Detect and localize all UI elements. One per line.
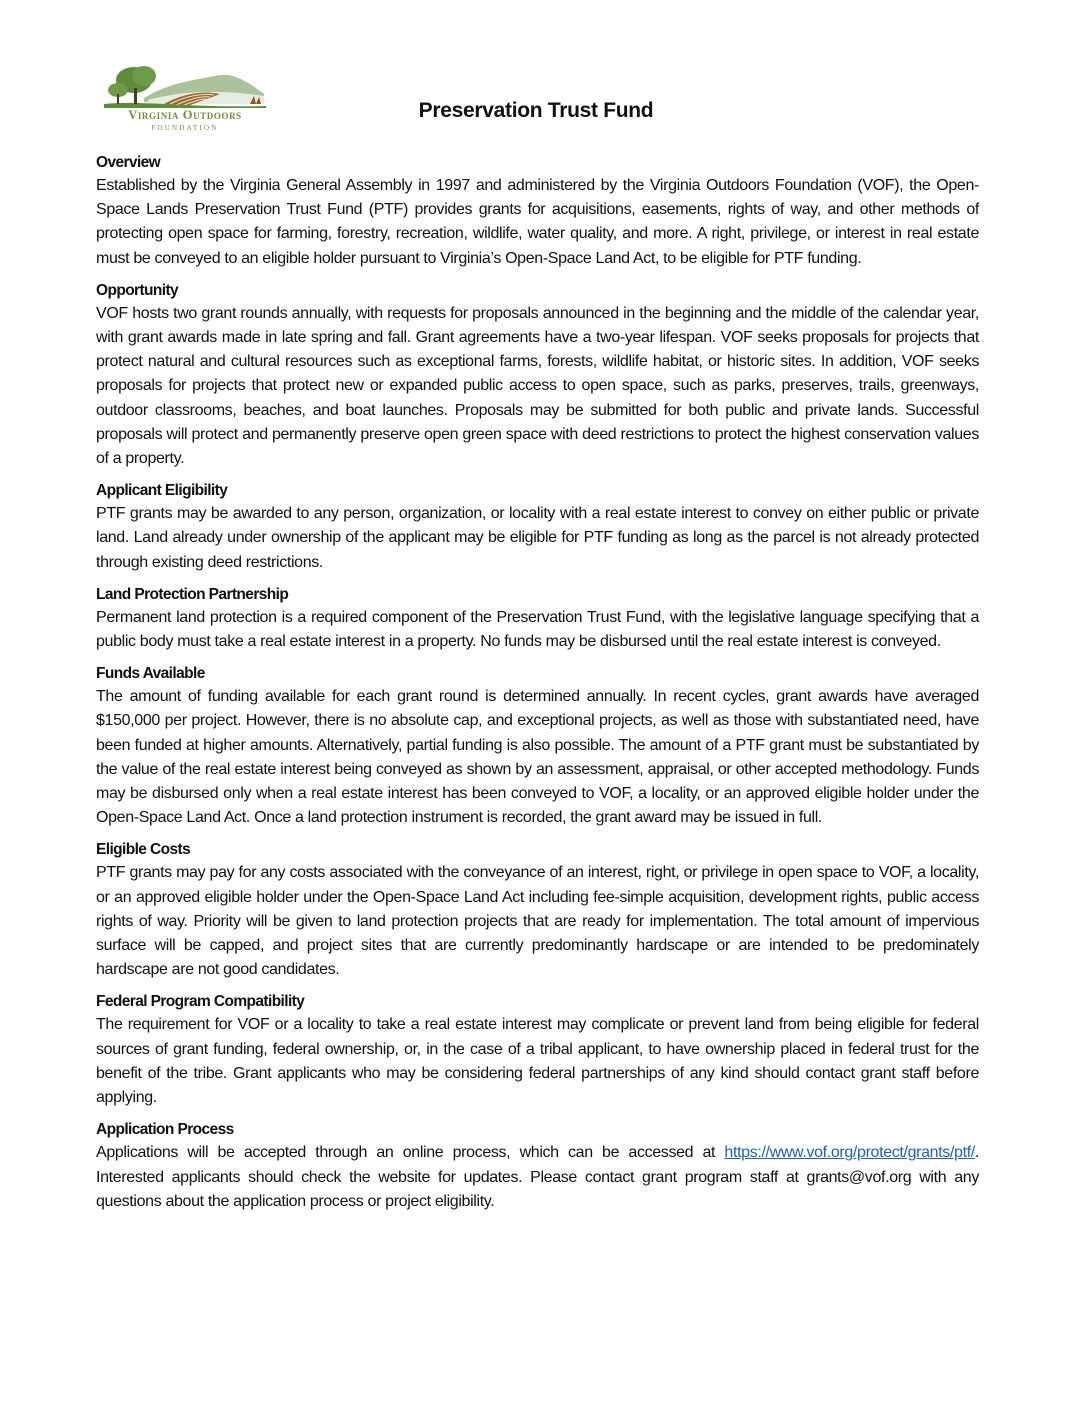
section-opportunity <box>96 280 979 471</box>
section-funds-available <box>96 663 979 830</box>
section-heading: Application Process <box>96 1121 234 1139</box>
section-heading: Eligible Costs <box>96 841 191 859</box>
body-text-after-link: . Interested applicants should check the website for updates. Please contact grant program staff at grants@vof.org with any questions about the application process or project eligibility. <box>96 1144 979 1210</box>
logo-wordmark: Virginia Outdoors <box>128 108 242 122</box>
section-heading: Overview <box>96 154 161 171</box>
ptf-grants-link[interactable]: https://www.vof.org/protect/grants/ptf/ <box>724 1144 975 1162</box>
section-body: The amount of funding available for each grant round is determined annually. In recent cycles, grant awards have averaged $150,000 per project. However, there is no absolute cap, and exceptional projects, as well as those with substantiated need, have been funded at higher amounts. Alternatively, partial funding is also possible. The amount of a PTF grant must be substantiated by the value of the real estate interest being conveyed as shown by an assessment, appraisal, or other accepted methodology. Funds may be disbursed only when a real estate interest has been conveyed to VOF, a locality, or an approved eligible holder under the Open-Space Land Act. Once a land protection instrument is recorded, the grant award may be issued in full. <box>96 688 979 827</box>
section-body: PTF grants may be awarded to any person, organization, or locality with a real estate interest to convey on either public or private land. Land already under ownership of the applicant may be eligible for PTF funding as long as the parcel is not already protected through existing deed restrictions. <box>96 505 979 571</box>
section-federal-program-compatibility <box>96 991 979 1110</box>
section-body: The requirement for VOF or a locality to take a real estate interest may complicate or prevent land from being eligible for federal sources of grant funding, federal ownership, or, in the case of a tribal applicant, to have ownership placed in federal trust for the benefit of the tribe. Grant applicants who may be considering federal partnerships of any kind should contact grant staff before applying. <box>96 1016 979 1107</box>
section-body: Established by the Virginia General Assembly in 1997 and administered by the Virginia Outdoors Foundation (VOF), the Open-Space Lands Preservation Trust Fund (PTF) provides grants for acquisitions, easements, rights of way, and other methods of protecting open space for farming, forestry, recreation, wildlife, water quality, and more. A right, privilege, or interest in real estate must be conveyed to an eligible holder pursuant to Virginia’s Open-Space Land Act, to be eligible for PTF funding. <box>96 177 979 267</box>
body-text-before-link: Applications will be accepted through an online process, which can be accessed at <box>96 1144 725 1162</box>
logo-subtitle: FOUNDATION <box>151 124 219 132</box>
section-heading: Opportunity <box>96 281 179 299</box>
section-application-process <box>96 1119 979 1214</box>
section-eligible-costs <box>96 839 979 982</box>
section-body: PTF grants may pay for any costs associated with the conveyance of an interest, right, or privilege in open space to VOF, a locality, or an approved eligible holder under the Open-Space Land Act including fee-simple acquisition, development rights, public access rights of way. Priority will be given to land protection projects that are ready for implementation. The total amount of impervious surface will be capped, and project sites that are currently predominantly hardscape or are intended to be predominately hardscape are not good candidates. <box>96 864 979 979</box>
landscape-logo-icon <box>104 64 266 108</box>
section-land-protection-partnership <box>96 584 979 654</box>
section-overview <box>96 152 979 271</box>
section-body: Permanent land protection is a required component of the Preservation Trust Fund, with the legislative language specifying that a public body must take a real estate interest in a property. No funds may be disbursed until the real estate interest is conveyed. <box>96 608 979 651</box>
section-body <box>96 1141 979 1214</box>
section-applicant-eligibility <box>96 480 979 575</box>
section-heading: Funds Available <box>96 665 205 683</box>
page-title: Preservation Trust Fund <box>418 99 654 122</box>
section-heading: Land Protection Partnership <box>96 585 289 603</box>
section-body: VOF hosts two grant rounds annually, with requests for proposals announced in the beginning and the middle of the calendar year, with grant awards made in late spring and fall. Grant agreements have a two-year lifespan. VOF seeks proposals for projects that protect natural and cultural resources such as exceptional farms, forests, wildlife habitat, or historic sites. In addition, VOF seeks proposals for projects that protect new or expanded public access to open space, such as parks, preserves, trails, greenways, outdoor classrooms, beaches, and boat launches. Proposals may be submitted for both public and private lands. Successful proposals will protect and permanently preserve open green space with deed restrictions to protect the highest conservation values of a property. <box>96 304 979 468</box>
section-heading: Applicant Eligibility <box>96 482 228 500</box>
document-body <box>96 152 979 1223</box>
vof-logo <box>104 64 266 136</box>
section-heading: Federal Program Compatibility <box>96 993 305 1011</box>
